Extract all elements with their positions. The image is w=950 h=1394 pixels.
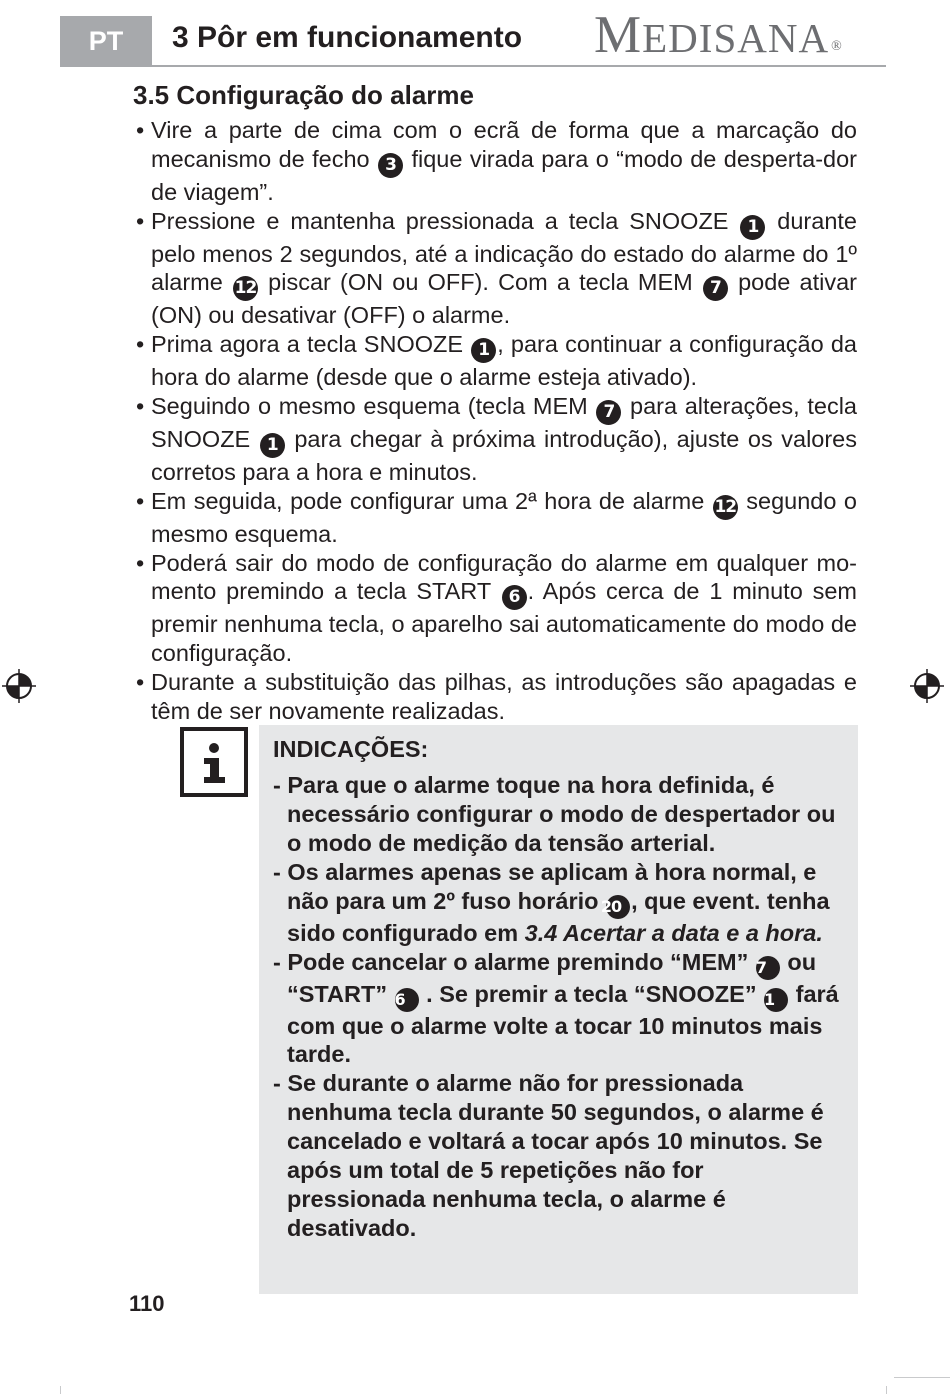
list-item: • Poderá sair do modo de configuração do alarme em qualquer mo-mento premindo a tecla START 6 . Após cerca de 1 minuto sem premir nenhuma tecla, o aparelho sai automaticamente do modo de configuração. — [151, 549, 857, 668]
registered-mark: ® — [831, 39, 843, 54]
number-badge: 3 — [378, 153, 403, 178]
number-badge: 7 — [596, 400, 621, 425]
number-badge: 6 — [502, 585, 527, 610]
number-badge: 1 — [260, 433, 285, 458]
header-rule — [60, 65, 886, 67]
page-number: 110 — [129, 1291, 165, 1316]
brand-logo — [594, 6, 843, 64]
list-item: • Pressione e mantenha pressionada a tecla SNOOZE 1 durante pelo menos 2 segundos, até a indicação do estado do alarme do 1º alarme 12 piscar (ON ou OFF). Com a tecla MEM 7 pode ativar (ON) ou desativar (OFF) o alarme. — [151, 207, 857, 331]
list-item: - Pode cancelar o alarme premindo “MEM” 7 ou “START” 6 . Se premir a tecla “SNOOZE” 1 fará com que o alarme volte a tocar 10 minutos mais tarde. — [273, 948, 839, 1068]
crop-mark — [60, 1386, 61, 1394]
number-badge: 12 — [233, 276, 258, 301]
registration-mark-icon — [910, 669, 944, 703]
list-item: • Em seguida, pode configurar uma 2ª hora de alarme 12 segundo o mesmo esquema. — [151, 487, 857, 549]
crop-mark — [886, 1386, 887, 1394]
list-item: - Os alarmes apenas se aplicam à hora normal, e não para um 2º fuso horário 20 , que event. tenha sido configurado em 3.4 Acertar a data e a hora. — [273, 858, 830, 946]
language-label: PT — [88, 25, 124, 56]
instruction-list — [151, 116, 857, 726]
number-badge: 7 — [756, 956, 780, 980]
number-badge: 12 — [713, 495, 738, 520]
number-badge: 1 — [764, 988, 788, 1012]
notes-list — [273, 771, 848, 1243]
list-item: • Seguindo o mesmo esquema (tecla MEM 7 para alterações, tecla SNOOZE 1 para chegar à próxima introdução), ajuste os valores corretos para a hora e minutos. — [151, 392, 857, 487]
language-tab — [60, 16, 152, 66]
list-item: - Se durante o alarme não for pressionada nenhuma tecla durante 50 segundos, o alarme é cancelado e voltará a tocar após 10 minutos. Se após um total de 5 repetições não for pressionada nenhuma tecla, o alarme é desativado. — [273, 1070, 824, 1241]
section-title: 3.5 Configuração do alarme — [133, 80, 474, 110]
crop-mark — [894, 1377, 950, 1378]
chapter-title: 3 Pôr em funcionamento — [172, 21, 523, 54]
list-item: • Vire a parte de cima com o ecrã de forma que a marcação do mecanismo de fecho 3 fique virada para o “modo de desperta-dor de viagem”. — [151, 116, 857, 207]
number-badge: 6 — [395, 988, 419, 1012]
number-badge: 20 — [606, 895, 630, 919]
number-badge: 7 — [703, 276, 728, 301]
notes-title: INDICAÇÕES: — [273, 736, 429, 762]
number-badge: 1 — [740, 215, 765, 240]
registration-mark-icon — [2, 669, 36, 703]
info-icon — [180, 727, 248, 797]
brand-name: MEDISANA — [594, 6, 830, 64]
list-item: • Prima agora a tecla SNOOZE 1 , para continuar a configuração da hora do alarme (desde que o alarme esteja ativado). — [151, 330, 857, 392]
cross-reference: 3.4 Acertar a data e a hora. — [524, 919, 823, 946]
number-badge: 1 — [471, 338, 496, 363]
list-item: • Durante a substituição das pilhas, as introduções são apagadas e têm de ser novamente realizadas. — [151, 668, 857, 726]
list-item: - Para que o alarme toque na hora definida, é necessário configurar o modo de despertador ou o modo de medição da tensão arterial. — [273, 772, 836, 856]
